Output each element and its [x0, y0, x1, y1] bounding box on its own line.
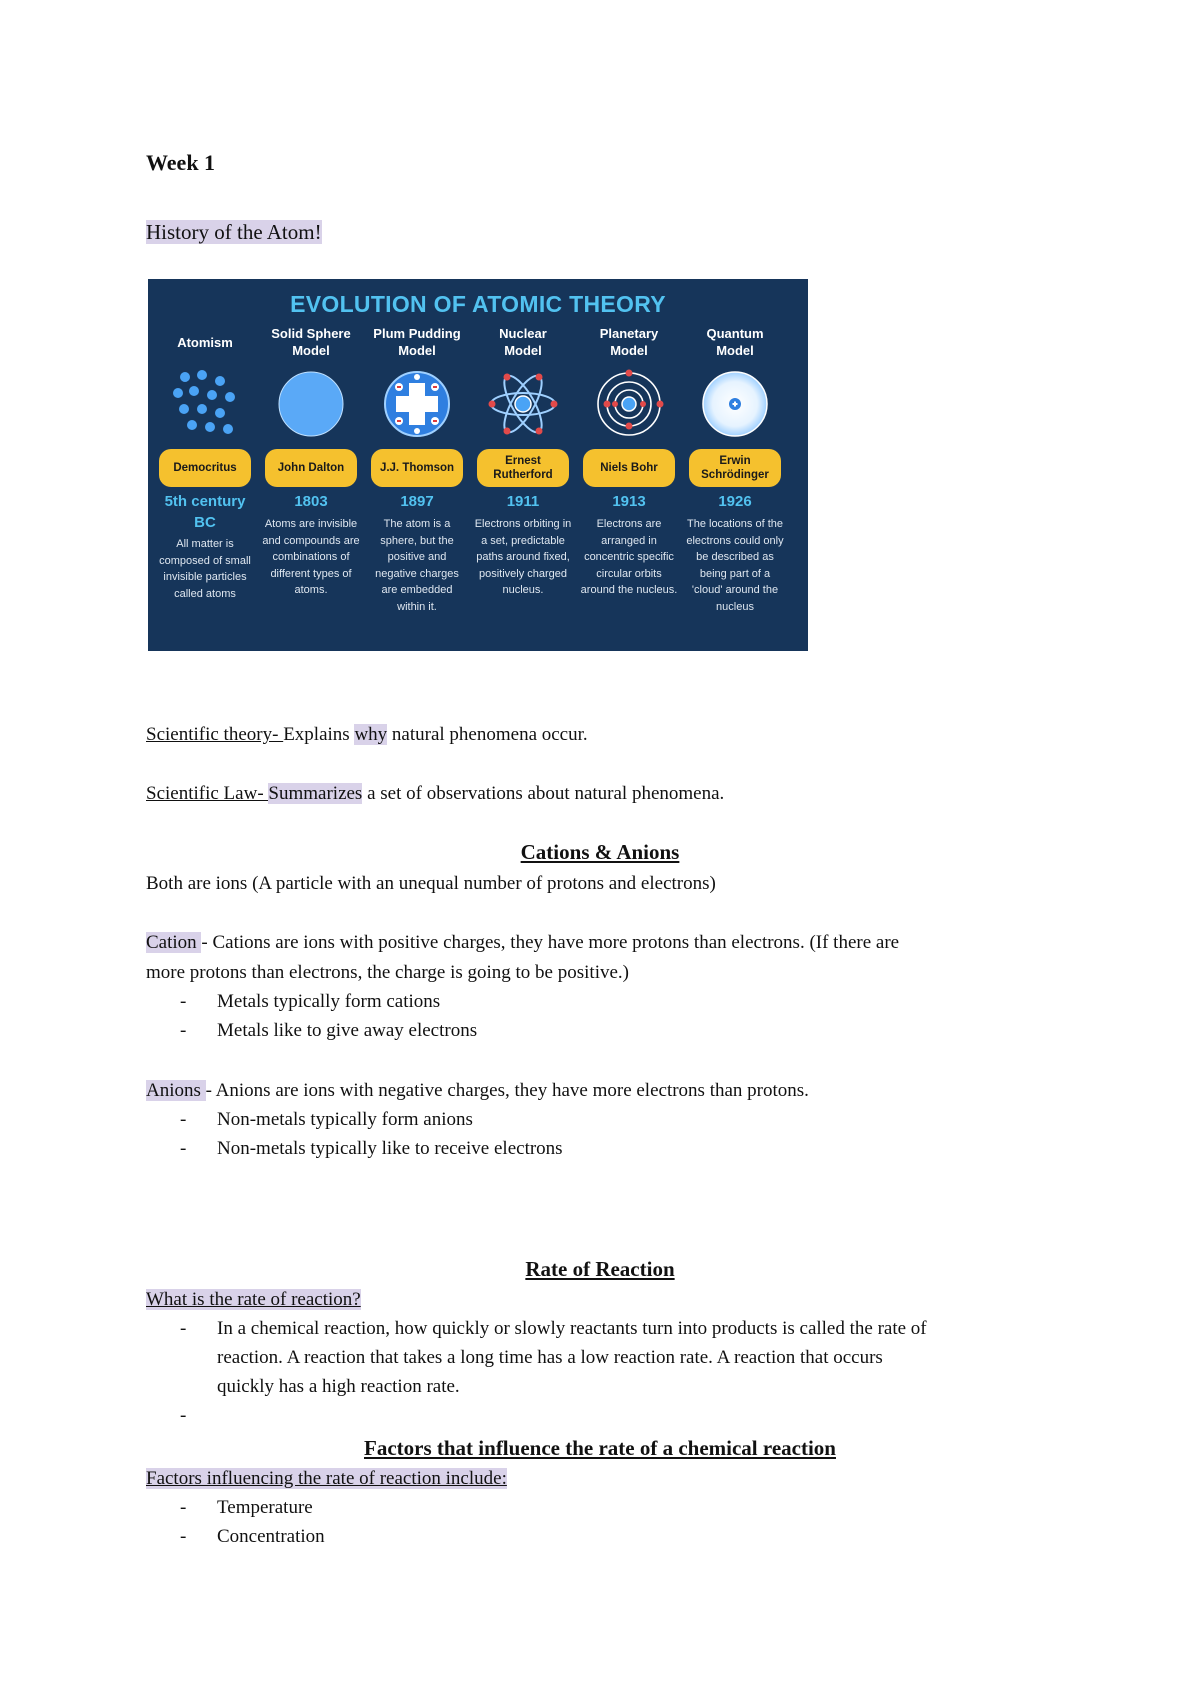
quantum-model-illustration: [700, 369, 770, 439]
scientist-label: John Dalton: [265, 449, 357, 487]
scientific-theory-paragraph: Scientific theory- Explains why natural phenomena occur.: [146, 724, 588, 745]
scientific-law-paragraph: Scientific Law- Summarizes a set of observations about natural phenomena.: [146, 783, 725, 804]
model-description: Electrons are arranged in concentric specific circular orbits around the nucleus.: [580, 518, 678, 596]
model-year: 1897: [400, 493, 434, 510]
scientist-label: Niels Bohr: [583, 449, 675, 487]
model-column-planetary: [576, 279, 682, 651]
model-name: Nuclear Model: [499, 326, 547, 358]
scientist-label: Ernest Rutherford: [477, 449, 569, 487]
anion-term: Anions: [146, 1080, 206, 1101]
model-year: 1803: [294, 493, 328, 510]
model-name: Solid Sphere Model: [271, 326, 351, 358]
nuclear-model-illustration: [488, 369, 558, 439]
cation-term: Cation: [146, 932, 202, 953]
model-year: 1926: [718, 493, 752, 510]
model-name: Plum Pudding Model: [373, 326, 461, 358]
plum-pudding-illustration: [382, 369, 452, 439]
model-description: The locations of the electrons could only be described as being part of a 'cloud' around the nucleus: [686, 518, 784, 613]
scientific-theory-term: Scientific theory-: [146, 724, 284, 745]
model-description: Electrons orbiting in a set, predictable paths around fixed, positively charged nucleus.: [474, 518, 572, 596]
scientist-label: Erwin Schrödinger: [689, 449, 781, 487]
solid-sphere-illustration: [276, 369, 346, 439]
scientific-law-term: Scientific Law-: [146, 783, 269, 804]
model-name: Atomism: [177, 335, 233, 350]
model-year: 1911: [506, 493, 540, 510]
model-column-nuclear: [470, 279, 576, 651]
scientist-label: J.J. Thomson: [371, 449, 463, 487]
rate-answer-line-2: reaction. A reaction that takes a long time has a low reaction rate. A reaction that occurs: [217, 1347, 883, 1368]
atomism-dots-illustration: [170, 369, 240, 439]
model-name: Quantum Model: [706, 326, 764, 358]
cation-line-2: more protons than electrons, the charge is going to be positive.): [146, 962, 629, 983]
model-description: All matter is composed of small invisible particles called atoms: [159, 538, 251, 600]
model-description: Atoms are invisible and compounds are combinations of different types of atoms.: [262, 518, 360, 596]
planetary-model-illustration: [594, 369, 664, 439]
cations-anions-title: Cations & Anions: [520, 840, 680, 864]
model-year: 5th century BC: [164, 493, 246, 531]
cation-line-1: Cation - Cations are ions with positive charges, they have more protons than electrons. (If there are: [146, 932, 900, 953]
anion-paragraph: Anions - Anions are ions with negative charges, they have more electrons than protons.: [146, 1080, 809, 1101]
model-column-plum-pudding: [364, 279, 470, 651]
model-column-atomism: [152, 279, 258, 651]
page-heading: Week 1: [146, 150, 216, 175]
document-page: Week 1 History of the Atom! EVOLUTION OF ATOMIC THEORY Atomism Democritus 5th century BC All matter is composed of small invisible particles called atoms Solid Sphere Model John Dalton 1803 Atoms are invisible and compounds are combinations of different types of atoms. Plum Pudding Model J.J. Thomson 1897 The atom is a sphere, but the positive and negative charges are embedded within it. Nuclear Model Ernest Rutherford 1911 Electrons orbiting in a set, predictable paths around fixed, positively charged nucleus. Planetary Model Niels Bohr 1913 Electrons are arranged in concentric specific circular orbits around the nucleus. Quantum Model Erwin Schrödinger 1926 The locations of the electrons could only be described as being part of a 'cloud' around the nucleus Scientific theory- Explains why natural phenomena occur. Scientific Law- Summarizes a set of observations about natural phenomena. Cations & Anions Both are ions (A particle with an unequal number of protons and electrons) Cation - Cations are ions with positive charges, they have more protons than electrons. (If there are more protons than electrons, the charge is going to be positive.) - Metals typically form cations - Metals like to give away electrons Anions - Anions are ions with negative charges, they have more electrons than protons. - Non-metals typically form anions - Non-metals typically like to receive electrons Rate of Reaction What is the rate of reaction? - In a chemical reaction, how quickly or slowly reactants turn into products is called the rate of reaction. A reaction that takes a long time has a low reaction rate. A reaction that occurs quickly has a high reaction rate. - Factors that influence the rate of a chemical reaction Factors influencing the rate of reaction include: - Temperature - Concentration: [0, 0, 1200, 1697]
model-year: 1913: [612, 493, 646, 510]
section-subheading: History of the Atom!: [146, 220, 322, 244]
ions-intro: Both are ions (A particle with an unequal number of protons and electrons): [146, 873, 716, 894]
model-column-solid-sphere: [258, 279, 364, 651]
factors-title: Factors that influence the rate of a chemical reaction: [364, 1436, 836, 1460]
model-column-quantum: [682, 279, 788, 651]
rate-of-reaction-title: Rate of Reaction: [525, 1257, 675, 1281]
rate-question: What is the rate of reaction?: [146, 1289, 361, 1310]
infographic-title: EVOLUTION OF ATOMIC THEORY: [290, 291, 666, 317]
factors-intro: Factors influencing the rate of reaction include:: [146, 1468, 507, 1489]
atomic-theory-infographic: [148, 279, 808, 651]
scientist-label: Democritus: [159, 449, 251, 487]
highlight-why: why: [354, 724, 388, 745]
model-description: The atom is a sphere, but the positive and negative charges are embedded within it.: [375, 518, 459, 613]
highlight-summarizes: Summarizes: [268, 783, 363, 804]
rate-answer-line-3: quickly has a high reaction rate.: [217, 1376, 460, 1397]
model-name: Planetary Model: [599, 326, 659, 358]
